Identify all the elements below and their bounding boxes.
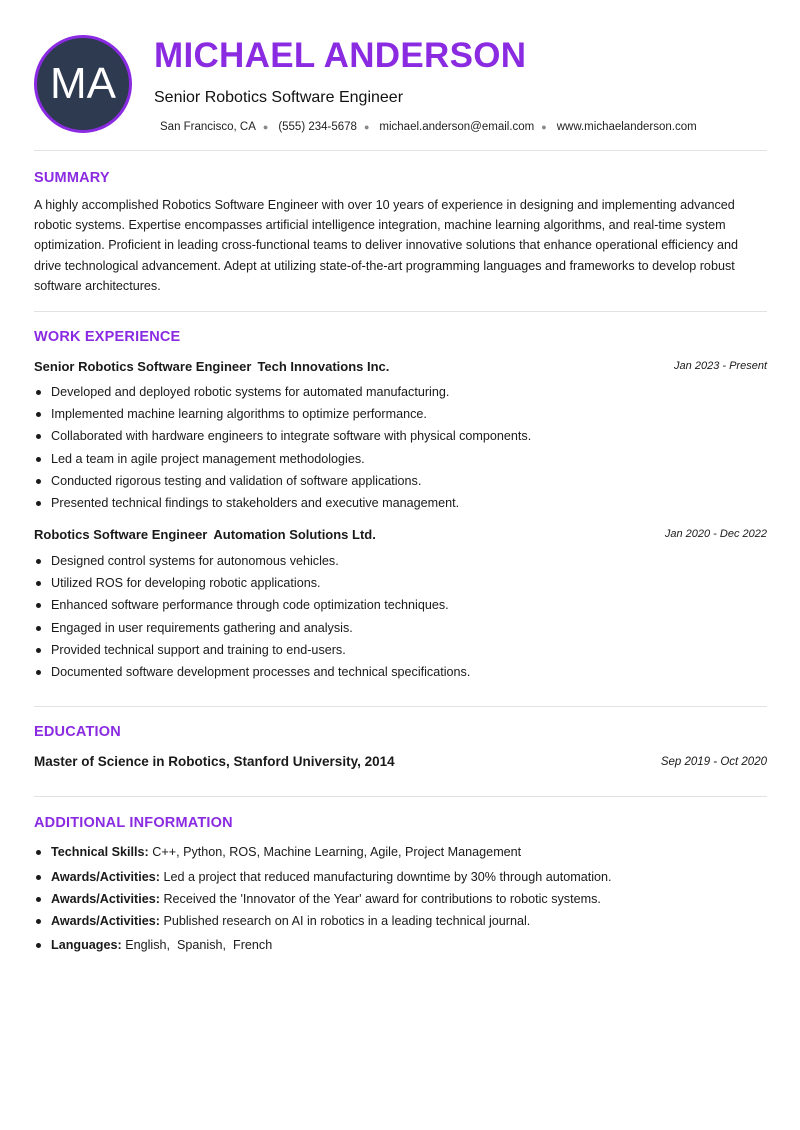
bullet-icon [36, 390, 41, 395]
job-dates: Jan 2020 - Dec 2022 [664, 528, 767, 540]
contact-email[interactable]: michael.anderson@email.com [379, 121, 535, 133]
bullet-text: Enhanced software performance through code optimization techniques. [51, 598, 449, 613]
info-label: Awards/Activities: [51, 869, 160, 884]
bullet-text: Collaborated with hardware engineers to integrate software with physical components. [51, 429, 532, 444]
bullet-icon [36, 501, 41, 506]
job-title-line [34, 527, 376, 542]
separator-dot-icon: ● [363, 122, 370, 132]
education-entry [34, 754, 767, 772]
bullet-icon [36, 875, 41, 880]
contact-phone: (555) 234-5678 [278, 121, 357, 133]
bullet-icon [36, 457, 41, 462]
info-text: C++, Python, ROS, Machine Learning, Agile, Project Management [152, 845, 522, 859]
bullet-text: Documented software development processes and technical specifications. [51, 664, 471, 679]
bullet-icon [36, 670, 41, 675]
bullet-icon [36, 412, 41, 417]
list-item [34, 891, 767, 913]
divider [34, 150, 767, 151]
list-item [34, 844, 767, 869]
bullet-text: Led a team in agile project management methodologies. [51, 451, 365, 466]
education-dates: Sep 2019 - Oct 2020 [660, 756, 767, 768]
list-item [34, 642, 767, 664]
list-item [34, 597, 767, 619]
bullet-text: Designed control systems for autonomous vehicles. [51, 554, 339, 568]
summary-text: A highly accomplished Robotics Software Engineer with over 10 years of experience in designing and implementing advanced robotic systems. Expertise encompasses artificial intelligence integration, machine learning algorithms, and real-time system optimization. Proficient in leading cross-functional teams to deliver innovative solutions that enhance operational efficiency and drive technological advancement. Adept at utilizing state-of-the-art programming languages and frameworks to develop robust software architectures. [34, 198, 739, 293]
bullet-text: Presented technical findings to stakeholders and executive management. [51, 495, 460, 510]
bullet-icon [36, 897, 41, 902]
avatar [34, 35, 132, 133]
bullet-icon [36, 850, 41, 855]
candidate-name: MICHAEL ANDERSON [154, 36, 527, 75]
bullet-icon [36, 581, 41, 586]
additional-info-list [34, 844, 767, 960]
info-text: Published research on AI in robotics in a leading technical journal. [163, 913, 531, 928]
job-bullets [34, 553, 767, 686]
list-item [34, 428, 767, 450]
contact-website[interactable]: www.michaelanderson.com [556, 121, 697, 133]
bullet-text: Provided technical support and training to end-users. [51, 642, 346, 657]
bullet-icon [36, 479, 41, 484]
summary-heading: SUMMARY [34, 170, 110, 186]
bullet-text: Engaged in user requirements gathering and analysis. [51, 620, 353, 635]
bullet-icon [36, 434, 41, 439]
list-item [34, 473, 767, 495]
list-item [34, 620, 767, 642]
list-item [34, 451, 767, 473]
info-label: Languages: [51, 938, 122, 953]
list-item [34, 575, 767, 597]
contact-bar [160, 121, 697, 133]
job-bullets [34, 384, 767, 517]
bullet-text: Developed and deployed robotic systems for automated manufacturing. [51, 385, 450, 399]
list-item [34, 495, 767, 517]
additional-info-heading: ADDITIONAL INFORMATION [34, 815, 233, 831]
bullet-icon [36, 943, 41, 948]
list-item [34, 913, 767, 938]
separator-dot-icon: ● [541, 122, 547, 132]
job-dates: Jan 2023 - Present [674, 360, 767, 372]
list-item [34, 384, 767, 406]
education-heading: EDUCATION [34, 724, 121, 740]
job-company: Tech Innovations Inc. [257, 359, 390, 374]
list-item [34, 553, 767, 575]
info-text: Received the 'Innovator of the Year' award for contributions to robotic systems. [163, 891, 601, 906]
list-item [34, 869, 767, 891]
bullet-icon [36, 919, 41, 924]
info-label: Awards/Activities: [51, 891, 160, 906]
bullet-icon [36, 626, 41, 631]
bullet-icon [36, 648, 41, 653]
bullet-icon [36, 603, 41, 608]
resume-page [34, 0, 767, 1130]
work-experience-heading: WORK EXPERIENCE [34, 329, 181, 345]
divider [34, 706, 767, 707]
job-title: Robotics Software Engineer [34, 527, 208, 542]
info-label: Awards/Activities: [51, 913, 160, 928]
education-degree: Master of Science in Robotics, Stanford University, 2014 [34, 754, 395, 769]
job-header [34, 527, 767, 545]
divider [34, 311, 767, 312]
list-item [34, 406, 767, 428]
job-title: Senior Robotics Software Engineer [34, 359, 252, 374]
info-text: Led a project that reduced manufacturing downtime by 30% through automation. [163, 869, 612, 884]
list-item [34, 937, 767, 959]
job-header [34, 359, 767, 377]
list-item [34, 664, 767, 686]
candidate-title: Senior Robotics Software Engineer [154, 89, 404, 106]
separator-dot-icon: ● [262, 122, 269, 132]
divider [34, 796, 767, 797]
contact-location: San Francisco, CA [160, 121, 256, 133]
bullet-text: Implemented machine learning algorithms to optimize performance. [51, 407, 427, 422]
avatar-initials: MA [50, 59, 116, 108]
bullet-text: Conducted rigorous testing and validation of software applications. [51, 473, 422, 488]
job-title-line [34, 359, 389, 374]
info-text: English, Spanish, French [125, 938, 273, 953]
job-company: Automation Solutions Ltd. [213, 527, 376, 542]
info-label: Technical Skills: [51, 845, 149, 859]
bullet-icon [36, 559, 41, 564]
bullet-text: Utilized ROS for developing robotic applications. [51, 576, 321, 591]
